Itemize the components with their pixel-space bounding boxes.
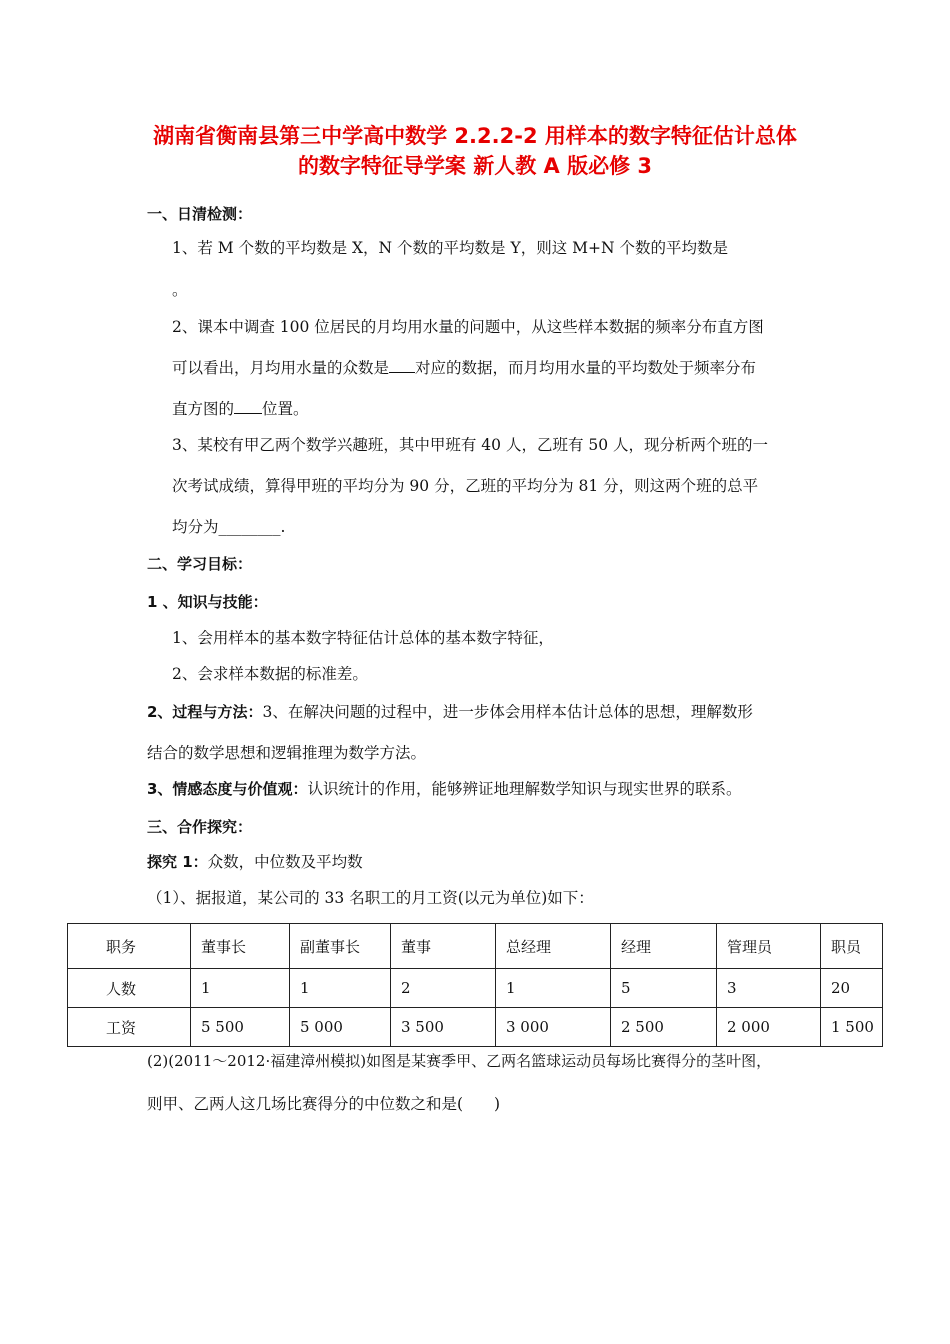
table-cell: 1 (290, 969, 391, 1008)
doc-title-line-1: 湖南省衡南县第三中学高中数学 2.2.2-2 用样本的数字特征估计总体 (153, 124, 797, 148)
table-header-cell: 总经理 (496, 924, 611, 969)
table-cell: 3 (717, 969, 821, 1008)
question-3-line-3: 均分为________. (172, 518, 286, 536)
table-header-cell: 董事 (391, 924, 496, 969)
question-2-text-a: 可以看出，月均用水量的众数是 (172, 359, 390, 377)
table-header-cell: 经理 (611, 924, 717, 969)
table-cell: 工资 (68, 1008, 191, 1047)
explore-1-label: 探究 1： (147, 853, 208, 871)
goal-1-item-1: 1、会用样本的基本数字特征估计总体的基本数字特征， (172, 629, 554, 647)
table-header-cell: 职务 (68, 924, 191, 969)
table-header-cell: 董事长 (191, 924, 290, 969)
answer-blank (234, 397, 262, 414)
table-cell: 5 500 (191, 1008, 290, 1047)
question-2-text-b: 对应的数据，而月均用水量的平均数处于频率分布 (415, 359, 757, 377)
question-2-line-3 (172, 397, 309, 420)
goal-3-label: 3、情感态度与价值观： (147, 780, 308, 798)
table-row (68, 969, 883, 1008)
goal-3-text: 认识统计的作用，能够辨证地理解数学知识与现实世界的联系。 (307, 780, 742, 798)
question-3-line-1: 3、某校有甲乙两个数学兴趣班，其中甲班有 40 人，乙班有 50 人，现分析两个班的一 (172, 436, 769, 454)
table-cell: 2 (391, 969, 496, 1008)
problem-1-text: （1）、据报道，某公司的 33 名职工的月工资(以元为单位)如下： (147, 889, 594, 907)
table-cell: 2 500 (611, 1008, 717, 1047)
goal-2-text: 3、在解决问题的过程中，进一步体会用样本估计总体的思想，理解数形 (262, 703, 753, 721)
doc-title-line-2: 的数字特征导学案 新人教 A 版必修 3 (297, 154, 653, 178)
question-1-line-2: 。 (172, 281, 188, 299)
table-cell: 20 (821, 969, 883, 1008)
table-cell: 3 000 (496, 1008, 611, 1047)
table-cell: 5 (611, 969, 717, 1008)
table-header-row (68, 924, 883, 969)
question-3-line-2: 次考试成绩，算得甲班的平均分为 90 分，乙班的平均分为 81 分，则这两个班的总平 (172, 477, 759, 495)
problem-2-line-1: (2)(2011～2012·福建漳州模拟)如图是某赛季甲、乙两名篮球运动员每场比赛得分的茎叶图， (147, 1052, 772, 1070)
question-2-text-d: 位置。 (262, 400, 309, 418)
wage-table (67, 923, 883, 1047)
goal-2-line-2: 结合的数学思想和逻辑推理为数学方法。 (147, 744, 427, 762)
table-cell: 2 000 (717, 1008, 821, 1047)
explore-1-line (147, 851, 363, 873)
question-2-text-c: 直方图的 (172, 400, 235, 418)
goal-1-heading: 1 、知识与技能： (147, 593, 268, 611)
table-header-cell: 管理员 (717, 924, 821, 969)
table-cell: 1 (496, 969, 611, 1008)
question-2-line-1: 2、课本中调查 100 位居民的月均用水量的问题中，从这些样本数据的频率分布直方图 (172, 318, 764, 336)
explore-1-text: 众数，中位数及平均数 (207, 853, 363, 871)
answer-blank (389, 356, 415, 373)
question-2-line-2 (172, 356, 756, 379)
table-cell: 人数 (68, 969, 191, 1008)
question-1-line-1: 1、若 M 个数的平均数是 X，N 个数的平均数是 Y，则这 M+N 个数的平均数是 (172, 239, 728, 257)
goal-2-line-1 (147, 701, 753, 723)
section-2-heading: 二、学习目标： (147, 555, 253, 573)
problem-2-line-2: 则甲、乙两人这几场比赛得分的中位数之和是( ) (147, 1095, 501, 1113)
goal-1-item-2: 2、会求样本数据的标准差。 (172, 665, 368, 683)
section-3-heading: 三、合作探究： (147, 818, 253, 836)
section-1-heading: 一、日清检测： (147, 205, 253, 223)
table-cell: 5 000 (290, 1008, 391, 1047)
table-cell: 1 (191, 969, 290, 1008)
goal-2-label: 2、过程与方法： (147, 703, 263, 721)
table-cell: 3 500 (391, 1008, 496, 1047)
goal-3-line (147, 778, 741, 800)
table-header-cell: 职员 (821, 924, 883, 969)
table-cell: 1 500 (821, 1008, 883, 1047)
table-row (68, 1008, 883, 1047)
table-header-cell: 副董事长 (290, 924, 391, 969)
